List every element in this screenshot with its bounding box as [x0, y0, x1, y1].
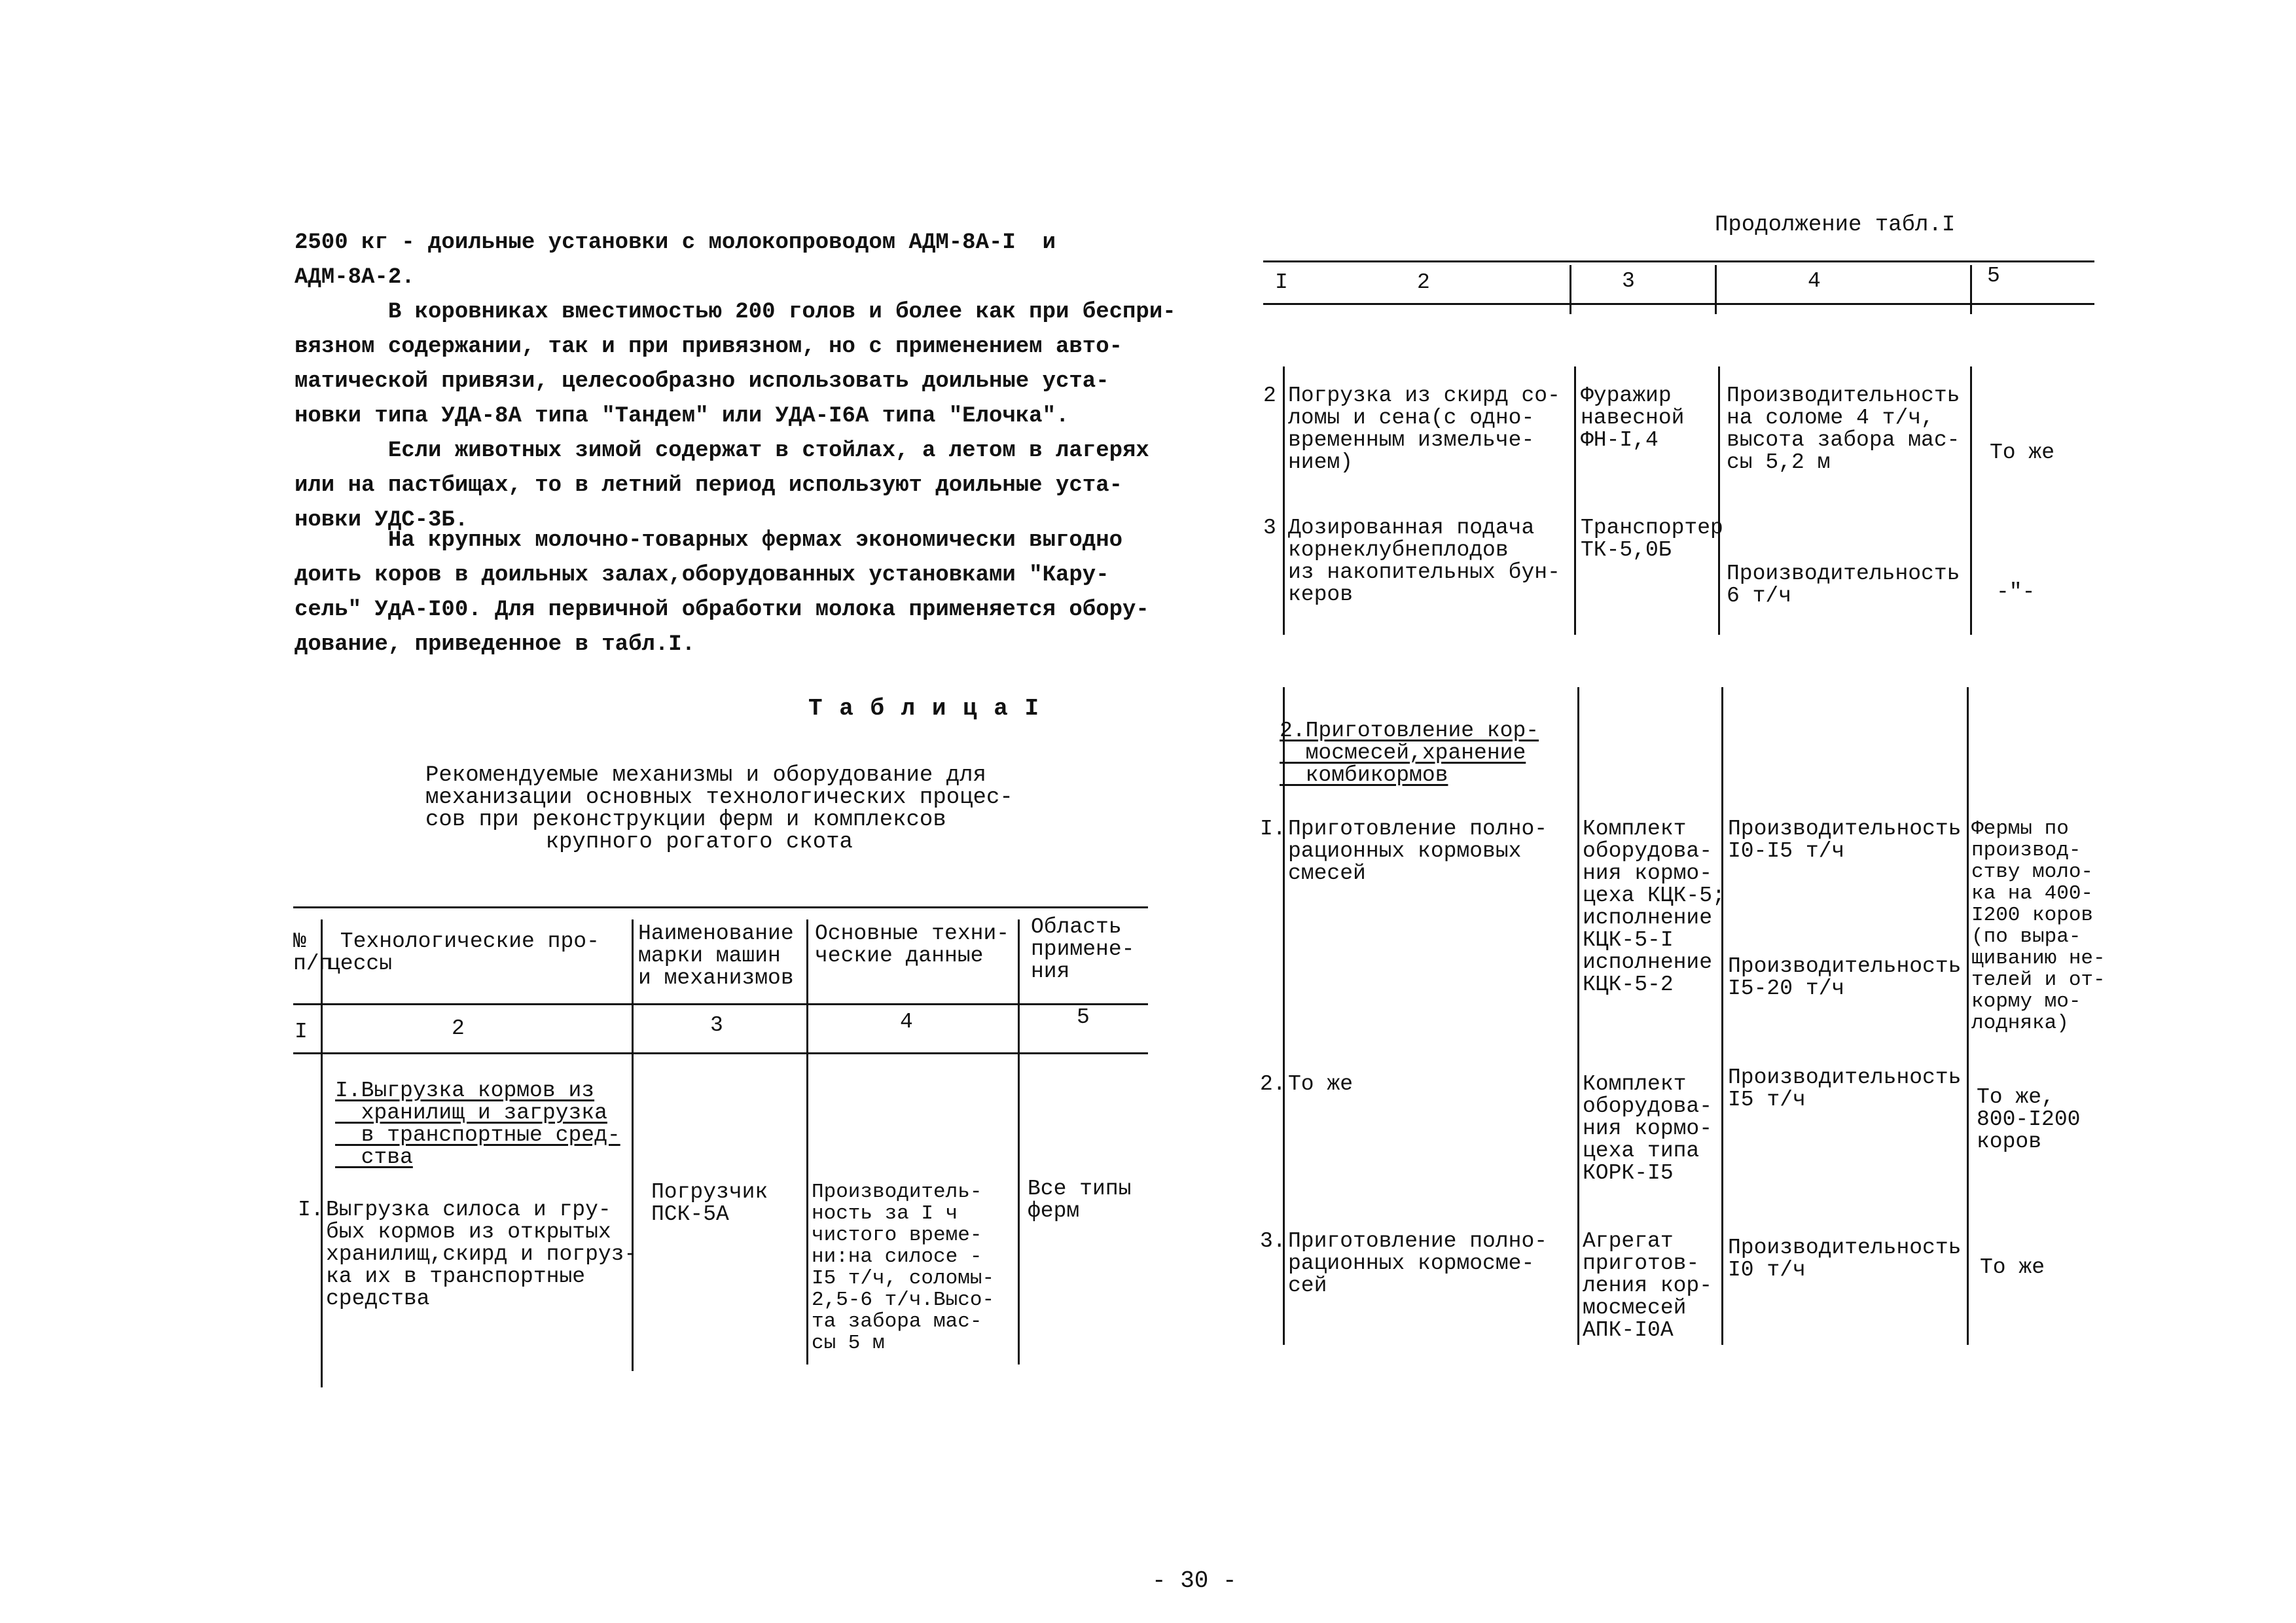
right-colnum-3: 3: [1622, 269, 1635, 293]
colnum-3: 3: [710, 1013, 723, 1037]
paragraph-1: 2500 кг - доильные установки с молокопроводом АДМ-8А-I и АДМ-8А-2.: [295, 230, 1056, 290]
colnum-5: 5: [1077, 1005, 1090, 1029]
row1-machine: Погрузчик ПСК-5А: [651, 1180, 768, 1226]
paragraph-2: В коровниках вместимостью 200 голов и более как при беспри- вязном содержании, так и при привязном, но с применением авто- матической привязи, целесообразно использовать доильные уста- новки типа УДА-8А типа "Тандем" или УДА-I6А типа "Елочка".: [295, 300, 1176, 429]
right-head-col-4: [1970, 265, 1972, 314]
block2-col-4: [1967, 687, 1969, 1345]
header-process: Технологические про- цессы: [327, 929, 600, 976]
r-row2-machine: Фуражир навесной ФН-I,4: [1581, 383, 1685, 452]
r-row3-process: Дозированная подача корнеклубнеплодов из накопительных бун- керов: [1288, 516, 1560, 607]
r-row2-process: Погрузка из скирд со- ломы и сена(с одно- временным измельче- нием): [1288, 383, 1560, 474]
right-head-col-2: [1570, 265, 1571, 314]
col-rule-1: [321, 919, 323, 1387]
r2-row2-specs: Производительность I5 т/ч: [1728, 1065, 1962, 1112]
table-top-rule: [293, 906, 1148, 908]
block1-col-3: [1718, 366, 1720, 635]
r2-row1-process: Приготовление полно- рационных кормовых смесей: [1288, 817, 1548, 885]
r-row2-specs: Производительность на соломе 4 т/ч, высота забора мас- сы 5,2 м: [1727, 383, 1960, 474]
r2-row2-machine: Комплект оборудова- ния кормо- цеха типа КОРК-I5: [1583, 1072, 1713, 1185]
r2-row3-machine: Агрегат приготов- ления кор- мосмесей АПК-I0А: [1583, 1229, 1713, 1342]
r2-row2-num: 2.: [1260, 1072, 1286, 1096]
section-heading-2: 2.Приготовление кор- мосмесей,хранение комбикормов: [1280, 719, 1539, 787]
table-label: Т а б л и ц а I: [808, 695, 1041, 722]
r2-row1-specs-a: Производительность I0-I5 т/ч: [1728, 817, 1962, 863]
header-area: Область примене- ния: [1031, 915, 1135, 984]
paragraph-4: На крупных молочно-товарных фермах экономически выгодно доить коров в доильных залах,оборудованных установками "Кару- сель" УдА-I00. Для первичной обработки молока применяется обору- дование, приведенное в табл.I.: [295, 528, 1149, 657]
r2-row3-process: Приготовление полно- рационных кормосме- сей: [1288, 1229, 1548, 1298]
r2-row3-num: 3.: [1260, 1229, 1286, 1253]
r2-row2-process: То же: [1288, 1072, 1354, 1096]
col-rule-3: [806, 919, 808, 1364]
header-specs: Основные техни- ческие данные: [815, 921, 1010, 968]
r-row3-area: -"-: [1996, 580, 2036, 604]
block1-col-4: [1970, 366, 1972, 635]
r2-row2-area: То же, 800-I200 коров: [1977, 1085, 2081, 1154]
block2-col-2: [1577, 687, 1579, 1345]
header-machine: Наименование марки машин и механизмов: [638, 921, 794, 990]
r2-row1-num: I.: [1260, 817, 1286, 841]
r2-row3-area: То же: [1980, 1255, 2045, 1279]
block1-col-2: [1574, 366, 1576, 635]
block1-col-1: [1283, 366, 1285, 635]
r2-row1-area: Фермы по производ- ству моло- ка на 400- I200 коров (по выра- щиванию не- телей и от- корму мо- лодняка): [1971, 817, 2106, 1035]
table-title: Рекомендуемые механизмы и оборудование для механизации основных технологических процес- сов при реконструкции ферм и комплексов крупного рогатого скота: [425, 763, 1013, 855]
page-number: - 30 -: [1152, 1567, 1237, 1594]
header-num: № п/п: [293, 929, 332, 976]
right-head-col-3: [1715, 265, 1717, 314]
table-colnum-rule: [293, 1052, 1148, 1054]
r2-row1-specs-b: Производительность I5-20 т/ч: [1728, 954, 1962, 1001]
col-rule-4: [1018, 919, 1020, 1364]
section-heading-1: I.Выгрузка кормов из хранилищ и загрузка в транспортные сред- ства: [335, 1079, 620, 1169]
table-header-rule: [293, 1003, 1148, 1005]
r-row3-num: 3: [1263, 516, 1276, 540]
colnum-4: 4: [900, 1010, 913, 1034]
block2-col-3: [1721, 687, 1723, 1345]
right-colnum-1: I: [1275, 270, 1288, 294]
r-row2-num: 2: [1263, 383, 1276, 408]
colnum-2: 2: [452, 1016, 465, 1041]
row1-specs: Производитель- ность за I ч чистого време- ни:на силосе - I5 т/ч, соломы- 2,5-6 т/ч.Высо- та забора мас- сы 5 м: [812, 1181, 995, 1355]
continuation-caption: Продолжение табл.I: [1715, 213, 1956, 238]
right-colnum-2: 2: [1417, 270, 1430, 294]
r-row3-machine: Транспортер ТК-5,0Б: [1581, 516, 1723, 562]
row1-num: I.: [298, 1198, 324, 1222]
colnum-1: I: [295, 1020, 308, 1044]
row1-area: Все типы ферм: [1028, 1177, 1132, 1223]
r2-row3-specs: Производительность I0 т/ч: [1728, 1236, 1962, 1282]
row1-process: Выгрузка силоса и гру- бых кормов из открытых хранилищ,скирд и погруз- ка их в транспортные средства: [326, 1198, 637, 1311]
paragraph-3: Если животных зимой содержат в стойлах, а летом в лагерях или на пастбищах, то в летний период используют доильные уста- новки УДС-3Б.: [295, 438, 1149, 533]
right-colnum-4: 4: [1808, 269, 1821, 293]
r2-row1-machine: Комплект оборудова- ния кормо- цеха КЦК-5; исполнение КЦК-5-I исполнение КЦК-5-2: [1583, 817, 1725, 997]
r-row2-area: То же: [1990, 440, 2055, 465]
r-row3-specs: Производительность 6 т/ч: [1727, 562, 1960, 608]
right-top-rule: [1263, 260, 2094, 262]
right-colnum-5: 5: [1987, 264, 2000, 288]
